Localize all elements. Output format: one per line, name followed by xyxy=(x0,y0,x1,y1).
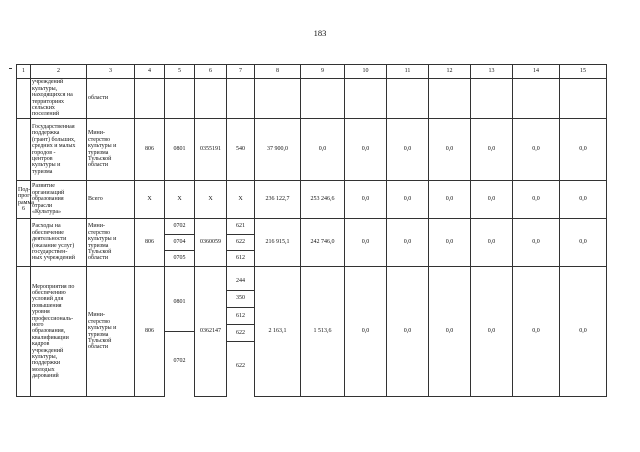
amount-cell: 0,0 xyxy=(560,219,607,267)
table-cell: 0702 xyxy=(165,219,195,235)
table-cell xyxy=(255,79,301,119)
table-cell xyxy=(17,119,31,181)
amount-cell: 0,0 xyxy=(345,119,387,181)
executor-cell: Мини- стерство культуры и туризма Тульской области xyxy=(87,119,135,181)
section-code: 0702 xyxy=(165,331,194,390)
amount-cell: 0,0 xyxy=(560,267,607,397)
amount-cell: 0,0 xyxy=(429,181,471,219)
description-cell: Государственная поддержка (грант) больших, средних и малых городов - центров культуры и туризма xyxy=(31,119,87,181)
table-row xyxy=(17,181,607,219)
column-number: 1 xyxy=(17,65,31,79)
column-number-header-row xyxy=(17,65,607,79)
column-number: 14 xyxy=(513,65,560,79)
amount-cell: 0,0 xyxy=(471,181,513,219)
amount-cell: 1 513,6 xyxy=(301,267,345,397)
budget-program-table xyxy=(16,64,607,397)
executor-cell: Мини- стерство культуры и туризма Тульской области xyxy=(87,219,135,267)
table-cell xyxy=(195,79,227,119)
executor-cell: Всего xyxy=(87,181,135,219)
expense-type-code: 622 xyxy=(227,341,254,390)
expense-type-code: 622 xyxy=(227,324,254,341)
table-cell xyxy=(227,79,255,119)
table-row xyxy=(17,119,607,181)
table-cell xyxy=(513,79,560,119)
table-cell: 806 xyxy=(135,119,165,181)
amount-cell: 0,0 xyxy=(387,219,429,267)
table-cell: X xyxy=(227,181,255,219)
amount-cell: 0,0 xyxy=(429,267,471,397)
amount-cell: 253 246,6 xyxy=(301,181,345,219)
table-cell: 622 xyxy=(227,235,255,251)
amount-cell: 0,0 xyxy=(429,219,471,267)
margin-tick-mark xyxy=(9,68,12,69)
section-code-cell xyxy=(165,267,195,397)
table-cell: X xyxy=(135,181,165,219)
table-cell: 540 xyxy=(227,119,255,181)
table-cell: 0360059 xyxy=(195,219,227,267)
table-cell: 0704 xyxy=(165,235,195,251)
table-cell xyxy=(387,79,429,119)
amount-cell: 37 900,0 xyxy=(255,119,301,181)
column-number: 9 xyxy=(301,65,345,79)
executor-cell: Мини- стерство культуры и туризма Тульской области xyxy=(87,267,135,397)
table-cell xyxy=(17,267,31,397)
table-cell xyxy=(429,79,471,119)
column-number: 12 xyxy=(429,65,471,79)
column-number: 4 xyxy=(135,65,165,79)
amount-cell: 0,0 xyxy=(387,267,429,397)
expense-type-code: 612 xyxy=(227,307,254,324)
expense-type-cell xyxy=(227,267,255,397)
amount-cell: 0,0 xyxy=(345,267,387,397)
amount-cell: 216 915,1 xyxy=(255,219,301,267)
table-row xyxy=(17,219,607,235)
description-cell: Расходы на обеспечение деятельности (оказание услуг) государствен- ных учреждений xyxy=(31,219,87,267)
expense-type-code: 350 xyxy=(227,290,254,307)
executor-cell: области xyxy=(87,79,135,119)
description-cell: учреждений культуры, находящихся на территориях сельских поселений xyxy=(31,79,87,119)
column-number: 11 xyxy=(387,65,429,79)
table-cell xyxy=(17,79,31,119)
table-cell xyxy=(560,79,607,119)
column-number: 2 xyxy=(31,65,87,79)
table-cell xyxy=(17,219,31,267)
description-cell: Мероприятия по обеспечению условий для повышения уровня профессиональ- ного образования, квалификации кадров учреждений культуры, поддержки молодых дарований xyxy=(31,267,87,397)
section-code: 0801 xyxy=(173,299,186,306)
column-number: 10 xyxy=(345,65,387,79)
amount-cell: 0,0 xyxy=(513,119,560,181)
table-cell xyxy=(135,79,165,119)
expense-type-code: 244 xyxy=(236,278,245,285)
table-cell xyxy=(301,79,345,119)
amount-cell: 0,0 xyxy=(471,267,513,397)
subprogram-label-cell: Под- прог- рамма 6 xyxy=(17,181,31,219)
table-cell: 0705 xyxy=(165,251,195,267)
amount-cell: 0,0 xyxy=(301,119,345,181)
description-cell: Развитие организаций образования отрасли «Культура» xyxy=(31,181,87,219)
column-number: 6 xyxy=(195,65,227,79)
table-cell: 806 xyxy=(135,267,165,397)
amount-cell: 0,0 xyxy=(429,119,471,181)
table-cell: 0801 xyxy=(165,119,195,181)
page-number: 183 xyxy=(313,28,327,38)
table-cell: 612 xyxy=(227,251,255,267)
amount-cell: 0,0 xyxy=(471,219,513,267)
column-number: 15 xyxy=(560,65,607,79)
amount-cell: 0,0 xyxy=(513,267,560,397)
column-number: 8 xyxy=(255,65,301,79)
amount-cell: 2 163,1 xyxy=(255,267,301,397)
amount-cell: 0,0 xyxy=(387,181,429,219)
table-cell xyxy=(471,79,513,119)
column-number: 7 xyxy=(227,65,255,79)
table-cell xyxy=(165,79,195,119)
table-cell: X xyxy=(165,181,195,219)
column-number: 3 xyxy=(87,65,135,79)
column-number: 13 xyxy=(471,65,513,79)
table-cell xyxy=(345,79,387,119)
table-cell: 0355191 xyxy=(195,119,227,181)
column-number: 5 xyxy=(165,65,195,79)
amount-cell: 0,0 xyxy=(345,219,387,267)
amount-cell: 0,0 xyxy=(513,219,560,267)
amount-cell: 242 746,0 xyxy=(301,219,345,267)
amount-cell: 0,0 xyxy=(345,181,387,219)
amount-cell: 0,0 xyxy=(471,119,513,181)
table-cell: 0362147 xyxy=(195,267,227,397)
table-row xyxy=(17,79,607,119)
amount-cell: 0,0 xyxy=(560,181,607,219)
amount-cell: 236 122,7 xyxy=(255,181,301,219)
table-cell: 621 xyxy=(227,219,255,235)
table-cell: X xyxy=(195,181,227,219)
table-cell: 806 xyxy=(135,219,165,267)
amount-cell: 0,0 xyxy=(387,119,429,181)
table-row xyxy=(17,267,607,397)
amount-cell: 0,0 xyxy=(560,119,607,181)
amount-cell: 0,0 xyxy=(513,181,560,219)
